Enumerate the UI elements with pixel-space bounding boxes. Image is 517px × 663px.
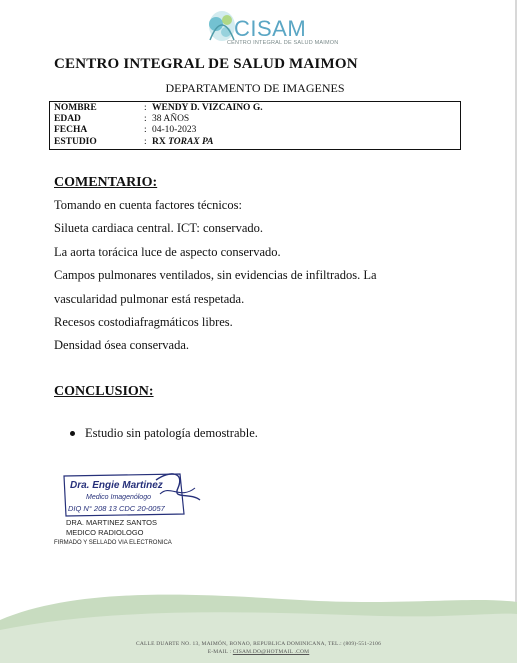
stamp-id: DIQ N° 208 13 CDC 20-0057 <box>68 504 165 513</box>
signature-note: FIRMADO Y SELLADO VIA ELECTRONICA <box>54 540 172 546</box>
date-value: 04-10-2023 <box>152 125 197 136</box>
footer-email-label: E-MAIL : <box>207 649 232 655</box>
study-separator: : <box>144 136 147 147</box>
name-value: WENDY D. VIZCAINO G. <box>152 103 263 113</box>
institution-title: CENTRO INTEGRAL DE SALUD MAIMON <box>54 56 358 72</box>
patient-age-row <box>54 114 460 125</box>
comment-line: vascularidad pulmonar está respetada. <box>54 292 245 306</box>
patient-info-box <box>49 101 461 150</box>
footer-address: CALLE DUARTE NO. 13, MAIMÓN, BONAO, REPUBLICA DOMINICANA, TEL.: (809)-551-2106 <box>135 641 382 647</box>
patient-study-row <box>54 137 460 148</box>
date-label: FECHA <box>54 125 88 136</box>
name-label: NOMBRE <box>54 103 97 113</box>
conclusion-text: Estudio sin patología demostrable. <box>85 426 258 440</box>
signer-role: MEDICO RADIOLOGO <box>66 528 144 537</box>
comment-line: Tomando en cuenta factores técnicos: <box>54 198 242 212</box>
department-label: DEPARTAMENTO DE IMAGENES <box>165 81 345 95</box>
age-separator: : <box>144 114 147 125</box>
date-separator: : <box>144 125 147 136</box>
cisam-logo <box>196 6 339 50</box>
age-label: EDAD <box>54 114 81 125</box>
conclusion-heading: CONCLUSION: <box>54 384 154 399</box>
signer-name: DRA. MARTINEZ SANTOS <box>66 518 157 527</box>
signer-block <box>66 518 157 538</box>
footer-email-line <box>0 649 517 655</box>
stamp-role: Medico Imagenólogo <box>86 494 151 501</box>
comment-line: Densidad ósea conservada. <box>54 338 190 352</box>
comment-line: Recesos costodiafragmáticos libres. <box>54 315 233 329</box>
comment-heading: COMENTARIO: <box>54 175 158 190</box>
name-separator: : <box>144 103 147 113</box>
logo-subtitle: CENTRO INTEGRAL DE SALUD MAIMON <box>227 40 339 46</box>
footer-email-link[interactable]: CISAM.DO@HOTMAIL .COM <box>232 649 310 655</box>
study-label: ESTUDIO <box>54 136 97 147</box>
study-value-type: RX <box>152 136 166 147</box>
department-title <box>0 81 510 96</box>
signature-stamp <box>60 470 210 520</box>
comment-line: Campos pulmonares ventilados, sin evidencias de infiltrados. La <box>54 268 377 282</box>
comment-line: La aorta torácica luce de aspecto conservado. <box>54 245 281 259</box>
patient-date-row <box>54 125 460 136</box>
comment-line: Silueta cardiaca central. ICT: conservado. <box>54 221 264 235</box>
conclusion-item <box>70 426 258 441</box>
bullet-icon <box>70 431 75 436</box>
age-value: 38 AÑOS <box>152 114 190 125</box>
stamp-doctor-name: Dra. Engie Martinez <box>70 480 163 491</box>
study-value-view: TORAX PA <box>168 136 214 147</box>
logo-name: CISAM <box>234 16 307 41</box>
patient-name-row <box>54 103 460 114</box>
